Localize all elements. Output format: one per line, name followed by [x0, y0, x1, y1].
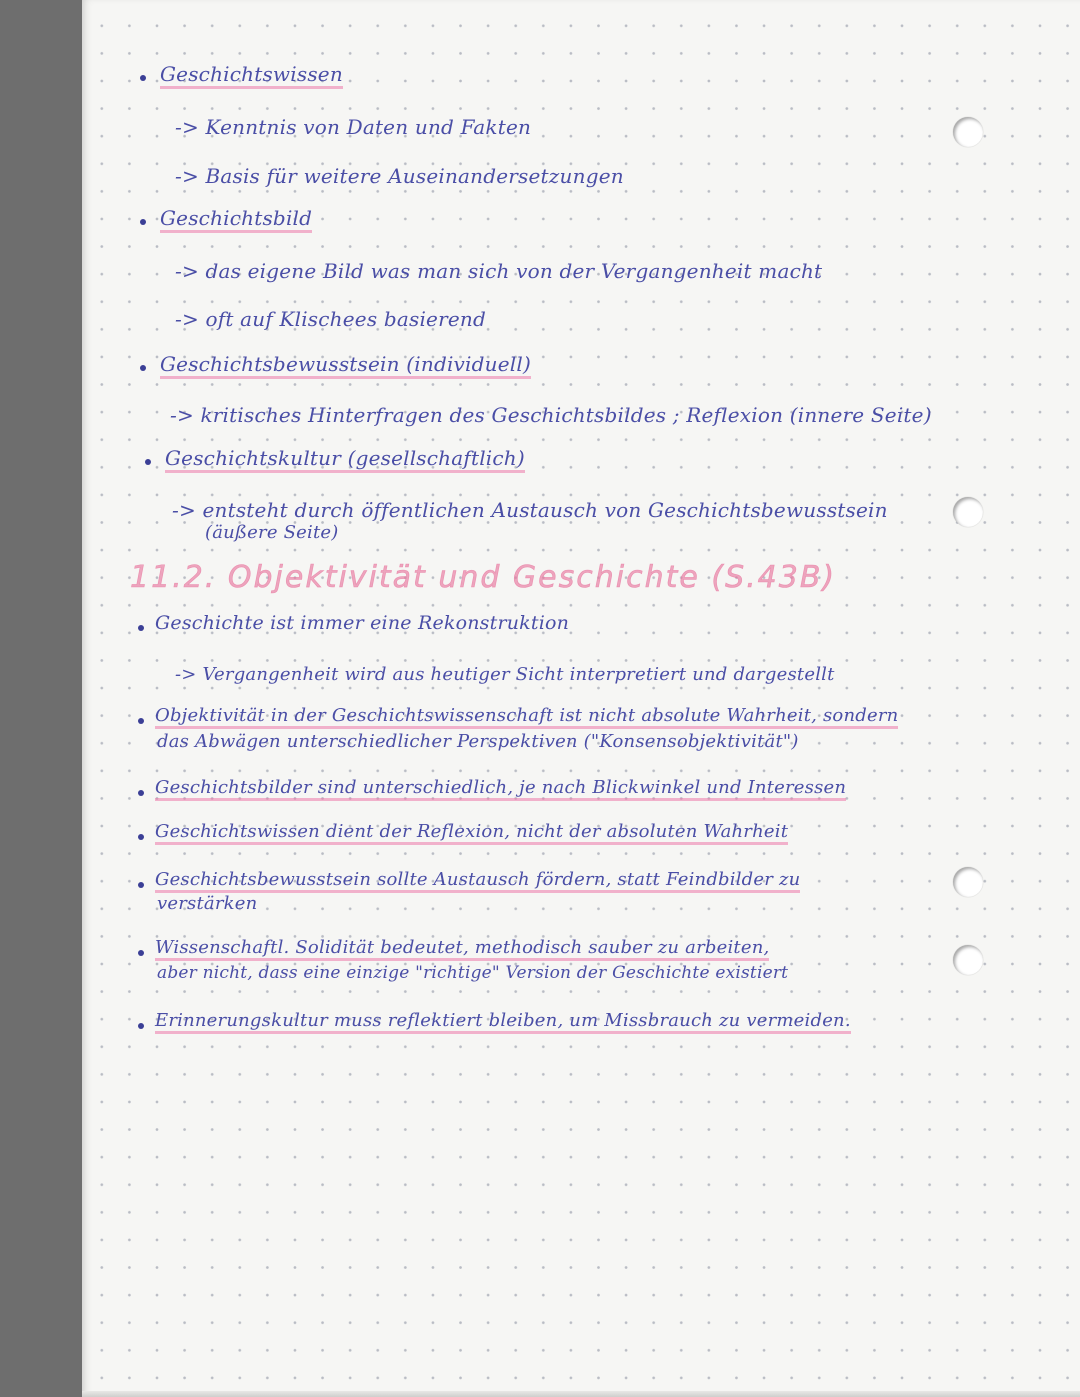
note-line: -> oft auf Klischees basierend [175, 307, 486, 331]
term-geschichtsbild [160, 206, 312, 230]
bullet-point [145, 459, 151, 465]
term-text: Geschichtsbilder sind unterschiedlich, je nach Blickwinkel und Interessen [155, 777, 846, 801]
punch-hole [953, 117, 983, 147]
term-text: Objektivität in der Geschichtswissenschaft ist nicht absolute Wahrheit, sondern [155, 705, 898, 729]
note-line: aber nicht, dass eine einzige "richtige" Version der Geschichte existiert [157, 963, 789, 983]
note-line: das Abwägen unterschiedlicher Perspektiven ("Konsensobjektivität") [157, 731, 799, 752]
term-text: Geschichtsbewusstsein sollte Austausch fördern, statt Feindbilder zu [155, 869, 800, 893]
page-bottom-edge [82, 1391, 1080, 1397]
note-line [155, 777, 846, 798]
term-text: Erinnerungskultur muss reflektiert bleiben, um Missbrauch zu vermeiden. [155, 1010, 851, 1034]
bullet-point [138, 790, 144, 796]
bullet-point [140, 75, 146, 81]
section-heading: 11.2. Objektivität und Geschichte (S.43B) [130, 560, 837, 595]
note-line: (äußere Seite) [205, 522, 339, 543]
note-line: Geschichte ist immer eine Rekonstruktion [155, 612, 570, 634]
term-geschichtskultur [165, 446, 525, 470]
bullet-point [138, 625, 144, 631]
bullet-point [140, 365, 146, 371]
note-line: -> kritisches Hinterfragen des Geschichtsbildes ; Reflexion (innere Seite) [170, 403, 932, 427]
note-line: -> Kenntnis von Daten und Fakten [175, 115, 532, 139]
note-line: -> das eigene Bild was man sich von der Vergangenheit macht [175, 259, 823, 283]
term-text: Wissenschaftl. Solidität bedeutet, methodisch sauber zu arbeiten, [155, 937, 769, 961]
note-line [155, 705, 898, 726]
bullet-point [138, 1023, 144, 1029]
term-text: Geschichtswissen [160, 62, 343, 89]
bullet-point [138, 834, 144, 840]
note-line: -> Basis für weitere Auseinandersetzungen [175, 164, 624, 188]
bullet-point [138, 882, 144, 888]
bullet-point [140, 219, 146, 225]
note-line [155, 821, 788, 842]
term-text: Geschichtsbewusstsein (individuell) [160, 352, 531, 379]
note-line [155, 1010, 851, 1031]
term-text: Geschichtsbild [160, 206, 312, 233]
punch-hole [953, 497, 983, 527]
note-line: -> entsteht durch öffentlichen Austausch von Geschichtsbewusstsein [172, 498, 888, 522]
punch-hole [953, 867, 983, 897]
term-geschichtswissen [160, 62, 343, 86]
note-line: verstärken [157, 893, 258, 914]
term-text: Geschichtskultur (gesellschaftlich) [165, 446, 525, 473]
term-text: Geschichtswissen dient der Reflexion, nicht der absoluten Wahrheit [155, 821, 788, 845]
bullet-point [138, 718, 144, 724]
term-geschichtsbewusstsein [160, 352, 531, 376]
note-line [155, 869, 800, 890]
note-line: -> Vergangenheit wird aus heutiger Sicht interpretiert und dargestellt [175, 664, 835, 685]
punch-hole [953, 945, 983, 975]
bullet-point [138, 950, 144, 956]
note-line [155, 937, 769, 958]
